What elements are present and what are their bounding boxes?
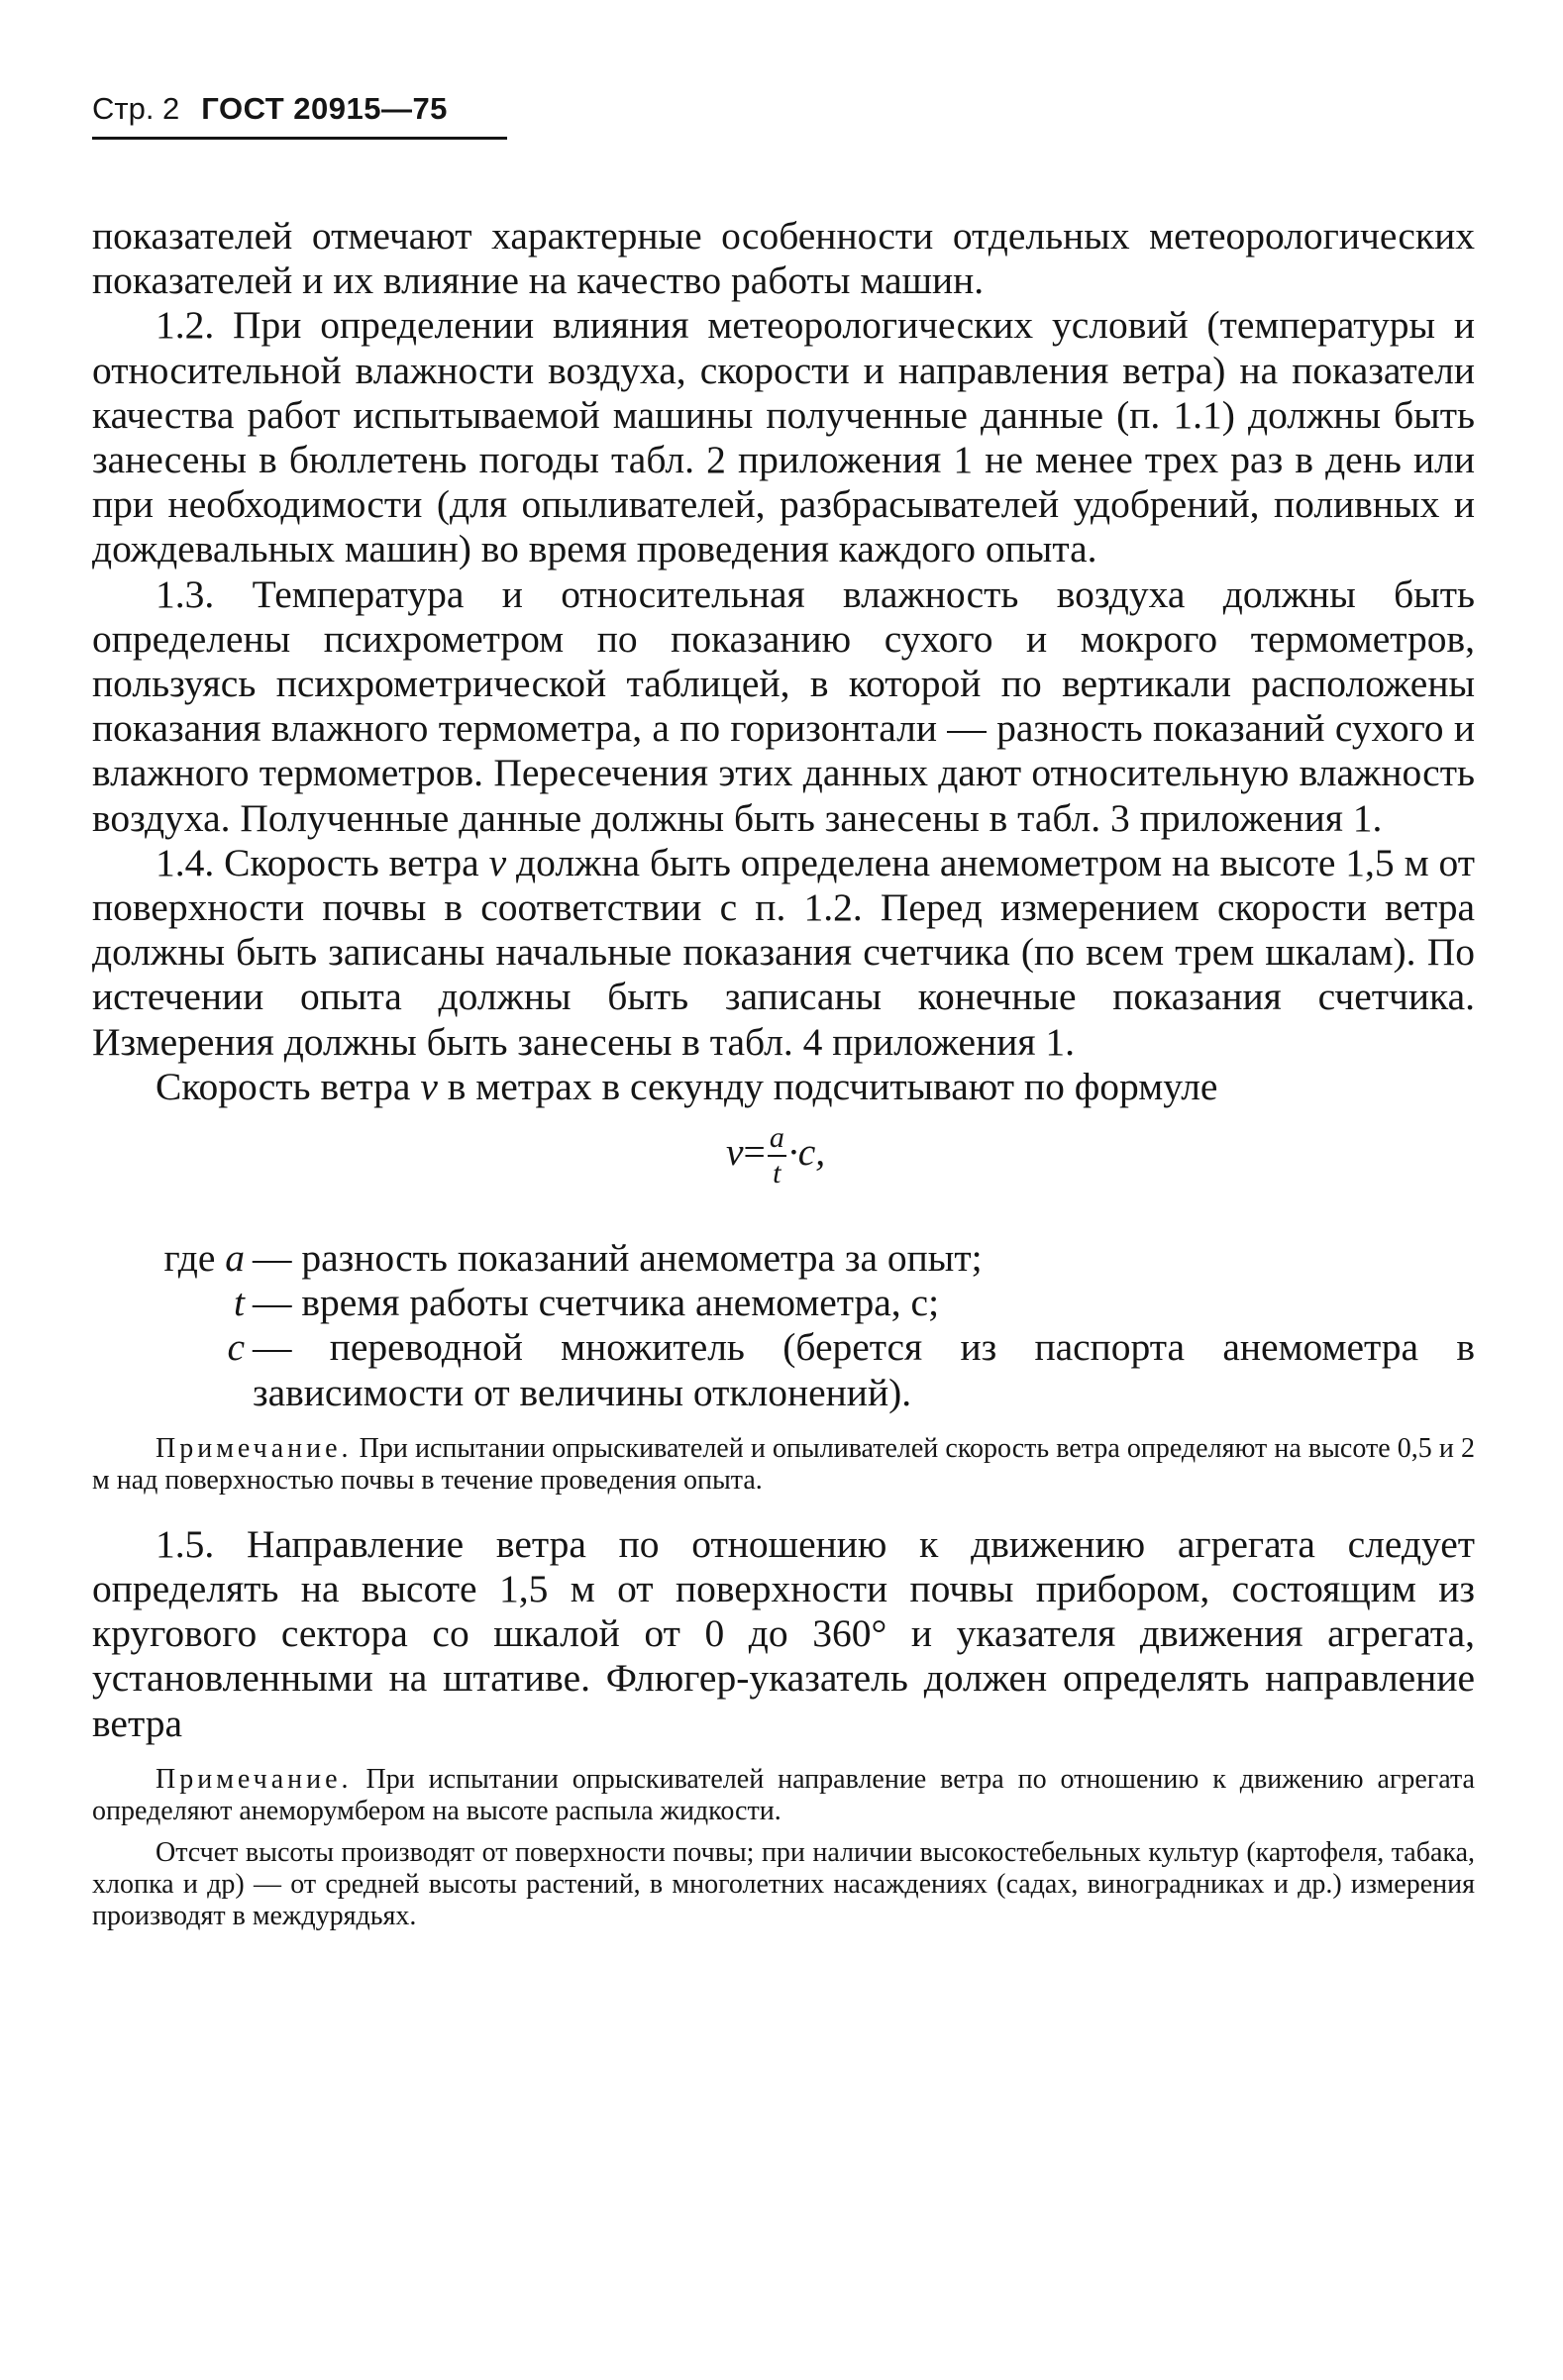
formula-legend: [92, 1236, 1475, 1415]
formula-lhs: v: [726, 1130, 744, 1175]
note-height-reference: Отсчет высоты производят от поверхности почвы; при наличии высокостебельных культур (картофеля, табака, хлопка и др) — от средней высоты растений, в многолетних насаждениях (садах, виноградниках и др.) измерения производят в междурядьях.: [92, 1836, 1475, 1931]
page-number: Стр. 2: [92, 91, 180, 126]
header-rule: [92, 137, 507, 140]
paragraph-1-4: [92, 841, 1475, 1065]
formula-denominator: t: [768, 1155, 786, 1190]
wind-speed-symbol: v: [488, 840, 507, 884]
note-wind-speed: [92, 1433, 1475, 1497]
document-page: [92, 89, 1475, 1932]
note-label: Примечание.: [156, 1763, 353, 1795]
paragraph-1-4-rest: должна быть определена анемометром на высоте 1,5 м от поверхности почвы в соответствии с п. 1.2. Перед измерением скорости ветра должны быть записаны начальные показания счетчика (по всем трем шкалам). По истечении опыта должны быть записаны конечные показания счетчика. Измерения должны быть занесены в табл. 4 приложения 1.: [92, 840, 1475, 1064]
note-label: Примечание.: [156, 1432, 353, 1464]
legend-text: — время работы счетчика анемометра, с;: [253, 1281, 940, 1325]
formula-intro-start: Скорость ветра: [156, 1064, 421, 1108]
formula-intro-symbol: v: [420, 1064, 438, 1108]
paragraph-1-2: 1.2. При определении влияния метеорологических условий (температуры и относительной влажности воздуха, скорости и направления ветра) на показатели качества работ испытываемой машины полученные данные (п. 1.1) должны быть занесены в бюллетень погоды табл. 2 приложения 1 не менее трех раз в день или при необходимости (для опыливателей, разбрасывателей удобрений, поливных и дождевальных машин) во время проведения каждого опыта.: [92, 303, 1475, 571]
note-wind-direction: [92, 1764, 1475, 1827]
legend-symbol: a: [225, 1236, 245, 1281]
paragraph-continuation: показателей отмечают характерные особенности отдельных метеорологических показателей и их влияние на качество работы машин.: [92, 214, 1475, 303]
wind-speed-formula: [92, 1121, 1475, 1232]
legend-row: [92, 1236, 1475, 1281]
formula-fraction: [768, 1121, 786, 1190]
legend-symbol: t: [234, 1281, 245, 1325]
page-header: [92, 89, 1475, 151]
legend-lead: [92, 1325, 253, 1414]
legend-lead: [92, 1281, 253, 1325]
formula-equals: =: [743, 1130, 766, 1175]
body-text: [92, 214, 1475, 1932]
paragraph-1-4-start: 1.4. Скорость ветра: [156, 840, 489, 884]
formula-intro: [92, 1065, 1475, 1109]
legend-row: [92, 1281, 1475, 1325]
formula-expression: [726, 1121, 825, 1190]
formula-intro-rest: в метрах в секунду подсчитывают по формуле: [437, 1064, 1218, 1108]
legend-where: где: [163, 1236, 216, 1281]
formula-rhs: ·c,: [787, 1130, 826, 1175]
note-text: При испытании опрыскивателей и опыливателей скорость ветра определяют на высоте 0,5 и 2 м над поверхностью почвы в течение проведения опыта.: [92, 1432, 1475, 1496]
legend-text: — переводной множитель (берется из паспорта анемометра в зависимости от величины отклонений).: [253, 1325, 1475, 1414]
note-text: При испытании опрыскивателей направление ветра по отношению к движению агрегата определяют анеморумбером на высоте распыла жидкости.: [92, 1763, 1475, 1826]
legend-symbol: c: [227, 1325, 245, 1370]
formula-numerator: a: [769, 1121, 784, 1155]
legend-text: — разность показаний анемометра за опыт;: [253, 1236, 983, 1281]
legend-lead: [92, 1236, 253, 1281]
legend-row: [92, 1325, 1475, 1414]
paragraph-1-3: 1.3. Температура и относительная влажность воздуха должны быть определены психрометром по показанию сухого и мокрого термометров, пользуясь психрометрической таблицей, в которой по вертикали расположены показания влажного термометра, а по горизонтали — разность показаний сухого и влажного термометров. Пересечения этих данных дают относительную влажность воздуха. Полученные данные должны быть занесены в табл. 3 приложения 1.: [92, 571, 1475, 840]
standard-number: ГОСТ 20915—75: [201, 91, 448, 126]
paragraph-1-5: 1.5. Направление ветра по отношению к движению агрегата следует определять на высоте 1,5 м от поверхности почвы прибором, состоящим из кругового сектора со шкалой от 0 до 360° и указателя движения агрегата, установленными на штативе. Флюгер-указатель должен определять направление ветра: [92, 1521, 1475, 1745]
